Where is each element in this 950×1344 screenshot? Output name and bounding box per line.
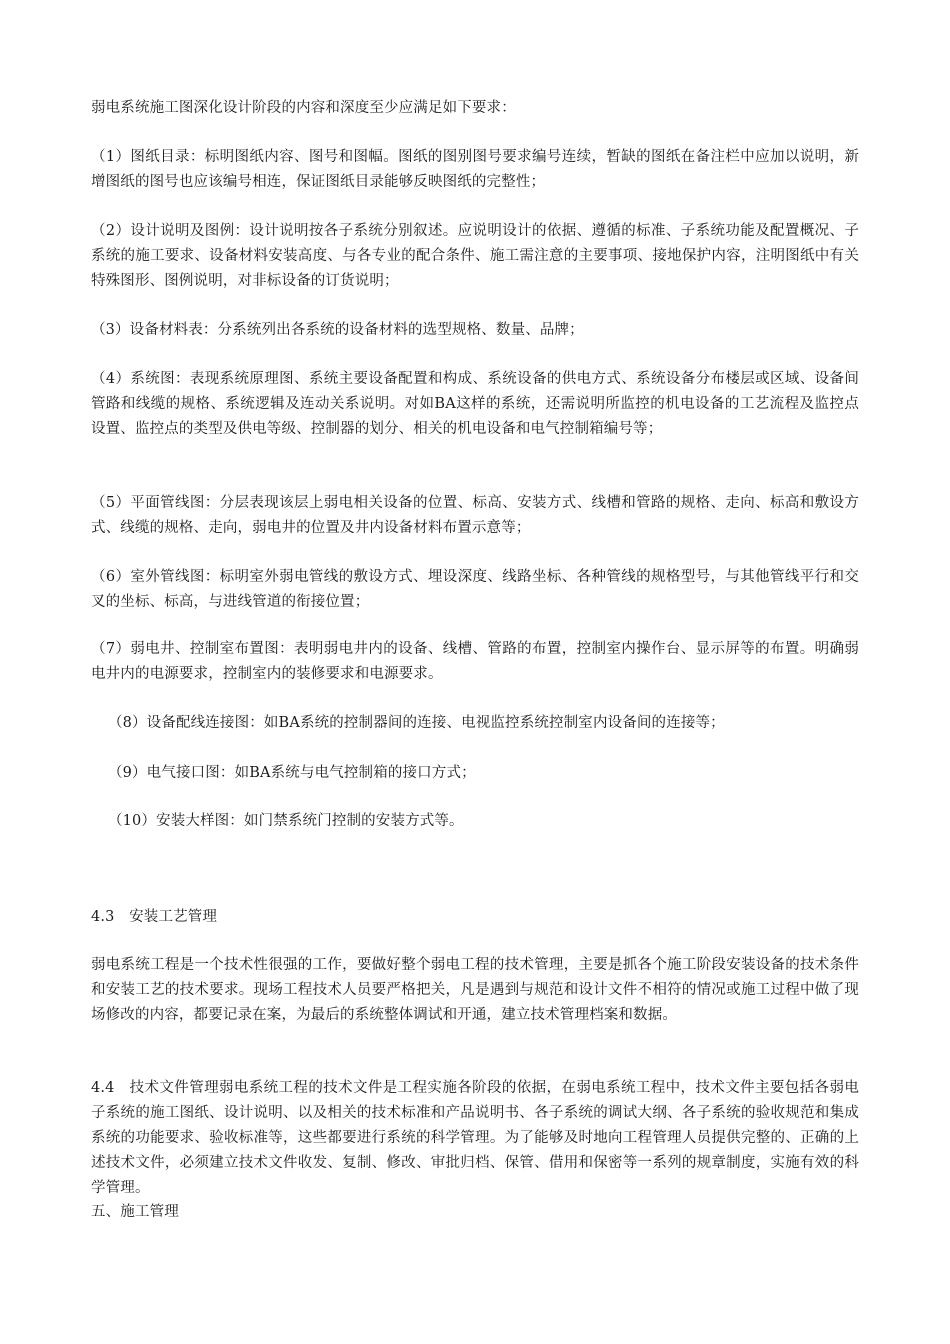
item-4-paragraph: （4）系统图：表现系统原理图、系统主要设备配置和构成、系统设备的供电方式、系统设备分布楼层或区域、设备间管路和线缆的规格、系统逻辑及连动关系说明。对如BA这样的系统，还需说明所监控的机电设备的工艺流程及监控点设置、监控点的类型及供电等级、控制器的划分、相关的机电设备和电气控制箱编号等； — [91, 371, 859, 437]
item-8-paragraph: （8）设备配线连接图：如BA系统的控制器间的连接、电视监控系统控制室内设备间的连接等； — [108, 715, 725, 731]
section-4-3-heading: 4.3 安装工艺管理 — [91, 909, 218, 925]
item-10-paragraph: （10）安装大样图：如门禁系统门控制的安装方式等。 — [108, 813, 464, 829]
section-5-heading: 五、施工管理 — [91, 1204, 179, 1220]
item-3-paragraph: （3）设备材料表：分系统列出各系统的设备材料的选型规格、数量、品牌； — [91, 322, 584, 338]
section-4-3-body: 弱电系统工程是一个技术性很强的工作，要做好整个弱电工程的技术管理，主要是抓各个施工阶段安装设备的技术条件和安装工艺的技术要求。现场工程技术人员要严格把关，凡是遇到与规范和设计文件不相符的情况或施工过程中做了现场修改的内容，都要记录在案，为最后的系统整体调试和开通，建立技术管理档案和数据。 — [91, 957, 859, 1023]
intro-paragraph: 弱电系统施工图深化设计阶段的内容和深度至少应满足如下要求： — [91, 100, 516, 116]
item-2-paragraph: （2）设计说明及图例：设计说明按各子系统分别叙述。应说明设计的依据、遵循的标准、子系统功能及配置概况、子系统的施工要求、设备材料安装高度、与各专业的配合条件、施工需注意的主要事项、接地保护内容，注明图纸中有关特殊图形、图例说明，对非标设备的订货说明； — [91, 223, 859, 289]
item-6-paragraph: （6）室外管线图：标明室外弱电管线的敷设方式、埋设深度、线路坐标、各种管线的规格型号，与其他管线平行和交叉的坐标、标高，与进线管道的衔接位置； — [91, 569, 859, 610]
section-4-4-paragraph: 4.4 技术文件管理弱电系统工程的技术文件是工程实施各阶段的依据，在弱电系统工程中，技术文件主要包括各弱电子系统的施工图纸、设计说明、以及相关的技术标准和产品说明书、各子系统的调试大纲、各子系统的验收规范和集成系统的功能要求、验收标准等，这些都要进行系统的科学管理。为了能够及时地向工程管理人员提供完整的、正确的上述技术文件，必须建立技术文件收发、复制、修改、审批归档、保管、借用和保密等一系列的规章制度，实施有效的科学管理。 — [91, 1080, 859, 1196]
item-9-paragraph: （9）电气接口图：如BA系统与电气控制箱的接口方式； — [108, 765, 476, 781]
item-1-paragraph: （1）图纸目录：标明图纸内容、图号和图幅。图纸的图别图号要求编号连续，暂缺的图纸在备注栏中应加以说明，新增图纸的图号也应该编号相连，保证图纸目录能够反映图纸的完整性； — [91, 149, 859, 190]
item-7-paragraph: （7）弱电井、控制室布置图：表明弱电井内的设备、线槽、管路的布置，控制室内操作台、显示屏等的布置。明确弱电井内的电源要求，控制室内的装修要求和电源要求。 — [91, 641, 859, 682]
item-5-paragraph: （5）平面管线图：分层表现该层上弱电相关设备的位置、标高、安装方式、线槽和管路的规格、走向、标高和敷设方式、线缆的规格、走向，弱电井的位置及井内设备材料布置示意等； — [91, 495, 859, 536]
